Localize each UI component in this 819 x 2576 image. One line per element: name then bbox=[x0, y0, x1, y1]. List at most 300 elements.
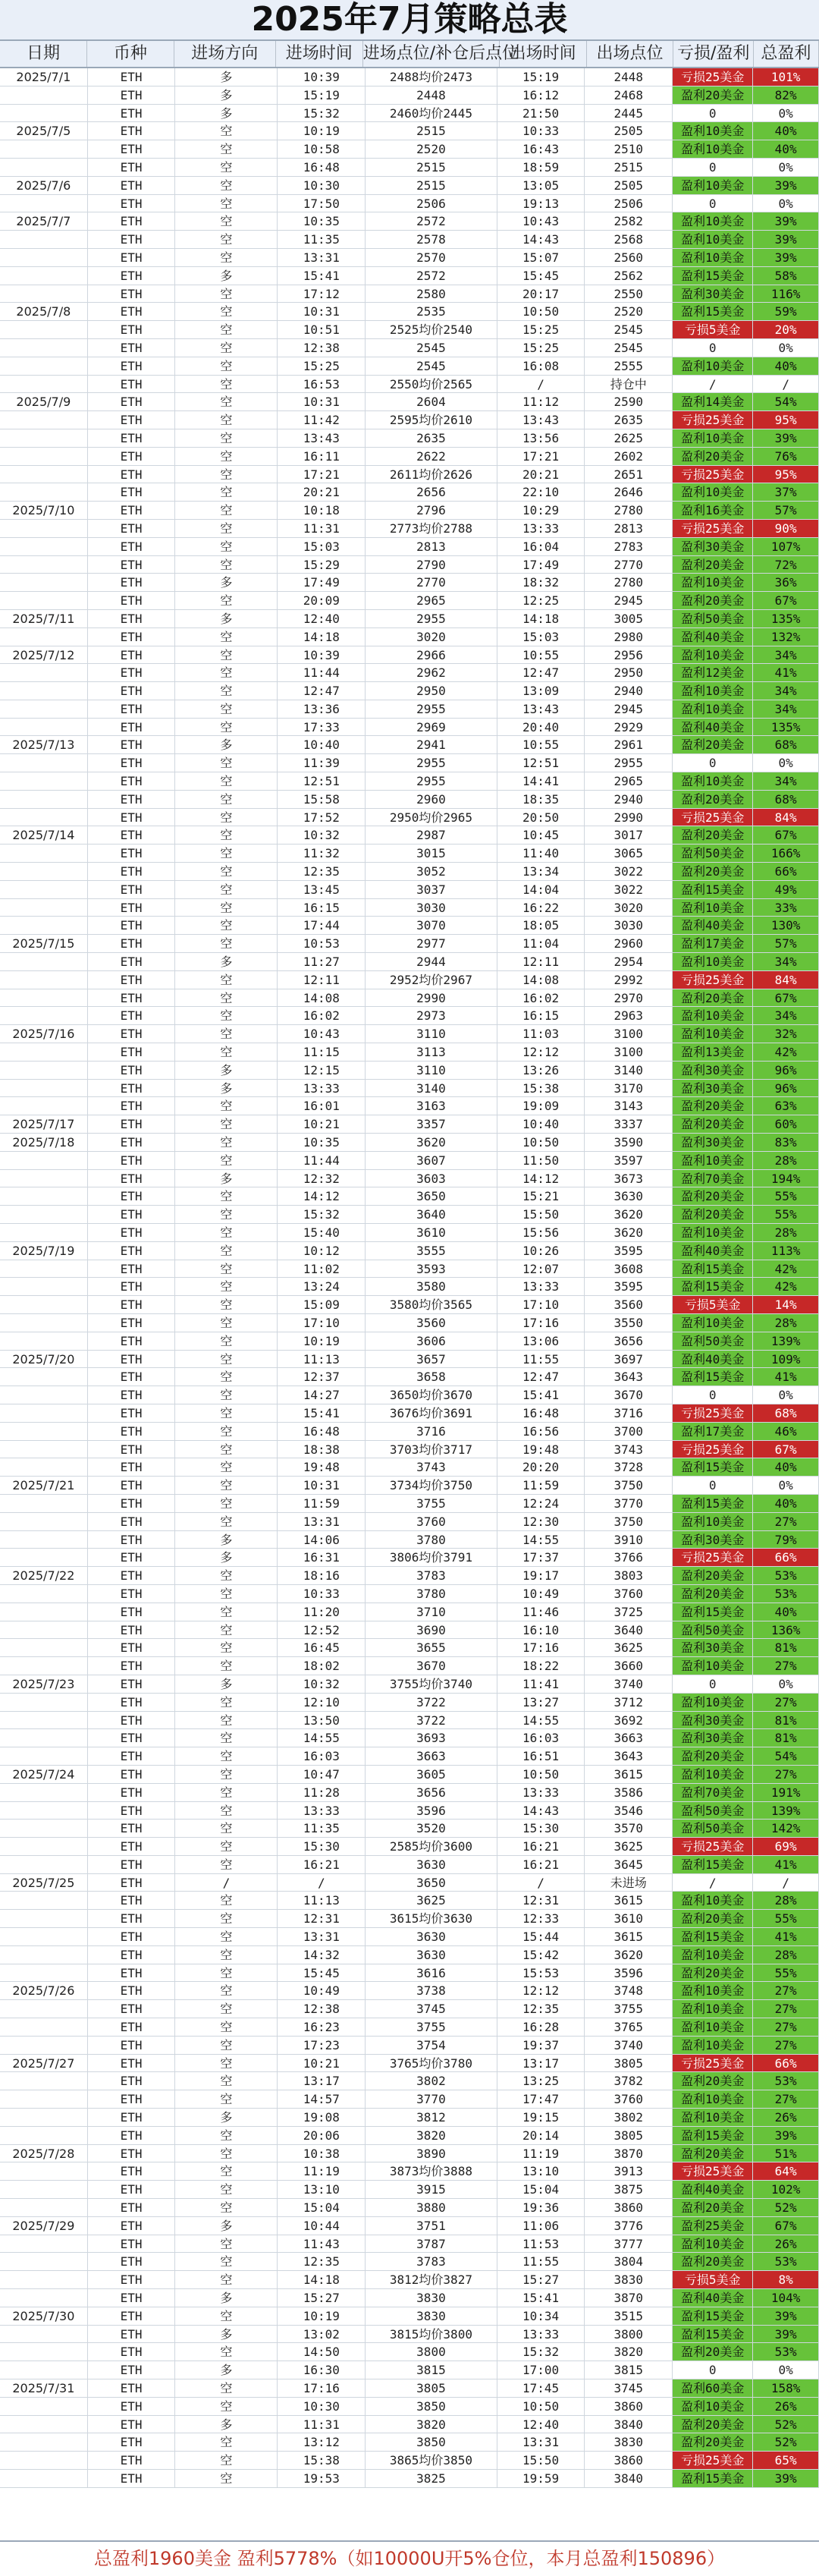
entry-price-cell: 3693 bbox=[366, 1729, 497, 1747]
pnl-cell: 盈利40美金 bbox=[673, 917, 753, 934]
entry-price-cell: 3037 bbox=[366, 881, 497, 898]
entry-price-cell: 3113 bbox=[366, 1043, 497, 1061]
exit-time-cell: 12:11 bbox=[497, 953, 585, 970]
symbol-cell: ETH bbox=[88, 1639, 176, 1656]
table-row bbox=[0, 1152, 819, 1170]
date-cell bbox=[0, 863, 88, 880]
date-cell: 2025/7/8 bbox=[0, 303, 88, 320]
exit-time-cell: 13:05 bbox=[497, 177, 585, 194]
table-row bbox=[0, 1531, 819, 1549]
direction-cell: 多 bbox=[175, 2217, 278, 2235]
return-cell: 34% bbox=[753, 772, 819, 790]
entry-price-cell: 2520 bbox=[366, 140, 497, 158]
direction-cell: 空 bbox=[175, 809, 278, 826]
entry-price-cell: 3806均价3791 bbox=[366, 1549, 497, 1566]
symbol-cell: ETH bbox=[88, 2379, 176, 2397]
exit-price-cell: 2960 bbox=[585, 935, 673, 952]
pnl-cell: 盈利40美金 bbox=[673, 719, 753, 736]
entry-time-cell: 17:12 bbox=[278, 285, 366, 303]
date-cell bbox=[0, 1423, 88, 1440]
table-row bbox=[0, 791, 819, 809]
exit-time-cell: 20:20 bbox=[497, 1458, 585, 1476]
entry-price-cell: 3615均价3630 bbox=[366, 1910, 497, 1927]
table-row bbox=[0, 1838, 819, 1856]
entry-time-cell: 14:06 bbox=[278, 1531, 366, 1549]
symbol-cell: ETH bbox=[88, 664, 176, 681]
direction-cell: 空 bbox=[175, 1802, 278, 1820]
entry-time-cell: 12:10 bbox=[278, 1694, 366, 1711]
entry-time-cell: 10:18 bbox=[278, 502, 366, 519]
pnl-cell: 盈利20美金 bbox=[673, 1585, 753, 1603]
symbol-cell: ETH bbox=[88, 1657, 176, 1675]
exit-time-cell: 15:25 bbox=[497, 339, 585, 357]
return-cell: / bbox=[753, 376, 819, 393]
exit-price-cell: 3586 bbox=[585, 1784, 673, 1801]
entry-time-cell: 10:12 bbox=[278, 1242, 366, 1260]
date-cell: 2025/7/17 bbox=[0, 1115, 88, 1133]
exit-price-cell: 3595 bbox=[585, 1278, 673, 1295]
entry-price-cell: 3020 bbox=[366, 628, 497, 646]
table-row bbox=[0, 2433, 819, 2452]
table-row bbox=[0, 429, 819, 448]
exit-time-cell: 16:48 bbox=[497, 1404, 585, 1422]
pnl-cell: 盈利20美金 bbox=[673, 2416, 753, 2433]
entry-time-cell: 11:28 bbox=[278, 1784, 366, 1801]
symbol-cell: ETH bbox=[88, 285, 176, 303]
entry-price-cell: 3603 bbox=[366, 1170, 497, 1187]
symbol-cell: ETH bbox=[88, 953, 176, 970]
entry-time-cell: 10:32 bbox=[278, 1675, 366, 1693]
direction-cell: 多 bbox=[175, 736, 278, 753]
exit-price-cell: 3910 bbox=[585, 1531, 673, 1549]
exit-time-cell: 14:55 bbox=[497, 1531, 585, 1549]
entry-time-cell: 10:19 bbox=[278, 1332, 366, 1350]
exit-time-cell: 17:10 bbox=[497, 1296, 585, 1313]
direction-cell: 空 bbox=[175, 429, 278, 447]
entry-time-cell: 16:30 bbox=[278, 2361, 366, 2379]
pnl-cell: 盈利15美金 bbox=[673, 2307, 753, 2325]
table-row bbox=[0, 574, 819, 592]
pnl-cell: 盈利20美金 bbox=[673, 826, 753, 844]
exit-time-cell: 16:08 bbox=[497, 357, 585, 375]
direction-cell: 空 bbox=[175, 1694, 278, 1711]
entry-price-cell: 3765均价3780 bbox=[366, 2055, 497, 2072]
entry-price-cell: 3755 bbox=[366, 1495, 497, 1512]
exit-time-cell: 17:49 bbox=[497, 556, 585, 574]
symbol-cell: ETH bbox=[88, 1404, 176, 1422]
symbol-cell: ETH bbox=[88, 1820, 176, 1837]
date-cell bbox=[0, 754, 88, 772]
symbol-cell: ETH bbox=[88, 212, 176, 230]
entry-time-cell: 12:38 bbox=[278, 339, 366, 357]
entry-price-cell: 3605 bbox=[366, 1766, 497, 1783]
table-row bbox=[0, 2072, 819, 2090]
date-cell bbox=[0, 1332, 88, 1350]
exit-price-cell: 3643 bbox=[585, 1747, 673, 1765]
entry-time-cell: 15:09 bbox=[278, 1296, 366, 1313]
pnl-cell: 盈利15美金 bbox=[673, 1603, 753, 1621]
direction-cell: 空 bbox=[175, 1351, 278, 1368]
exit-price-cell: 3804 bbox=[585, 2253, 673, 2270]
exit-price-cell: 3860 bbox=[585, 2452, 673, 2469]
entry-time-cell: 20:06 bbox=[278, 2127, 366, 2144]
direction-cell: 空 bbox=[175, 628, 278, 646]
date-cell bbox=[0, 448, 88, 465]
entry-time-cell: 16:21 bbox=[278, 1856, 366, 1873]
symbol-cell: ETH bbox=[88, 556, 176, 574]
exit-price-cell: 2646 bbox=[585, 483, 673, 501]
entry-time-cell: 17:10 bbox=[278, 1314, 366, 1332]
pnl-cell: 0 bbox=[673, 2361, 753, 2379]
entry-price-cell: 2656 bbox=[366, 483, 497, 501]
symbol-cell: ETH bbox=[88, 899, 176, 917]
pnl-cell: 盈利10美金 bbox=[673, 700, 753, 718]
return-cell: 41% bbox=[753, 664, 819, 681]
symbol-cell: ETH bbox=[88, 2398, 176, 2415]
symbol-cell: ETH bbox=[88, 1115, 176, 1133]
entry-price-cell: 3800 bbox=[366, 2343, 497, 2361]
symbol-cell: ETH bbox=[88, 1729, 176, 1747]
direction-cell: 空 bbox=[175, 682, 278, 700]
exit-time-cell: 13:43 bbox=[497, 411, 585, 429]
exit-time-cell: 11:50 bbox=[497, 1152, 585, 1169]
exit-price-cell: 2945 bbox=[585, 700, 673, 718]
pnl-cell: 盈利20美金 bbox=[673, 736, 753, 753]
direction-cell: 空 bbox=[175, 2162, 278, 2180]
symbol-cell: ETH bbox=[88, 1567, 176, 1584]
date-cell: 2025/7/19 bbox=[0, 1242, 88, 1260]
table-row bbox=[0, 1404, 819, 1423]
exit-price-cell: 未进场 bbox=[585, 1874, 673, 1892]
pnl-cell: 盈利50美金 bbox=[673, 610, 753, 627]
exit-time-cell: 16:21 bbox=[497, 1838, 585, 1855]
exit-price-cell: 3030 bbox=[585, 917, 673, 934]
date-cell bbox=[0, 772, 88, 790]
exit-time-cell: 19:13 bbox=[497, 195, 585, 212]
exit-time-cell: 11:55 bbox=[497, 2253, 585, 2270]
entry-price-cell: 2545 bbox=[366, 339, 497, 357]
exit-time-cell: 11:53 bbox=[497, 2235, 585, 2253]
entry-time-cell: 11:13 bbox=[278, 1892, 366, 1909]
entry-price-cell: 2955 bbox=[366, 772, 497, 790]
exit-time-cell: 12:31 bbox=[497, 1892, 585, 1909]
trade-table bbox=[0, 68, 819, 2488]
entry-time-cell: 13:10 bbox=[278, 2181, 366, 2198]
exit-price-cell: 3760 bbox=[585, 1585, 673, 1603]
exit-price-cell: 2945 bbox=[585, 592, 673, 609]
exit-price-cell: 3620 bbox=[585, 1206, 673, 1223]
direction-cell: 空 bbox=[175, 1296, 278, 1313]
table-row bbox=[0, 2307, 819, 2326]
table-row bbox=[0, 2289, 819, 2307]
pnl-cell: 盈利10美金 bbox=[673, 1766, 753, 1783]
direction-cell: 空 bbox=[175, 140, 278, 158]
pnl-cell: 盈利10美金 bbox=[673, 2398, 753, 2415]
table-row bbox=[0, 1585, 819, 1603]
exit-price-cell: 3745 bbox=[585, 2379, 673, 2397]
entry-time-cell: 14:32 bbox=[278, 1946, 366, 1964]
entry-price-cell: 3722 bbox=[366, 1712, 497, 1729]
exit-time-cell: 15:56 bbox=[497, 1224, 585, 1241]
exit-price-cell: 3615 bbox=[585, 1892, 673, 1909]
date-cell bbox=[0, 1639, 88, 1656]
exit-price-cell: 3860 bbox=[585, 2199, 673, 2216]
exit-time-cell: 13:33 bbox=[497, 520, 585, 537]
symbol-cell: ETH bbox=[88, 1368, 176, 1386]
date-cell bbox=[0, 1513, 88, 1530]
table-row bbox=[0, 2235, 819, 2254]
direction-cell: 空 bbox=[175, 1712, 278, 1729]
entry-price-cell: 2973 bbox=[366, 1007, 497, 1024]
date-cell bbox=[0, 809, 88, 826]
date-cell bbox=[0, 1657, 88, 1675]
symbol-cell: ETH bbox=[88, 2470, 176, 2487]
date-cell bbox=[0, 700, 88, 718]
symbol-cell: ETH bbox=[88, 1549, 176, 1566]
entry-time-cell: 11:02 bbox=[278, 1260, 366, 1278]
entry-price-cell: 3690 bbox=[366, 1621, 497, 1639]
entry-price-cell: 2950 bbox=[366, 682, 497, 700]
return-cell: 101% bbox=[753, 68, 819, 86]
direction-cell: 空 bbox=[175, 646, 278, 664]
symbol-cell: ETH bbox=[88, 719, 176, 736]
return-cell: 57% bbox=[753, 502, 819, 519]
direction-cell: 空 bbox=[175, 195, 278, 212]
exit-time-cell: 16:51 bbox=[497, 1747, 585, 1765]
date-cell bbox=[0, 2289, 88, 2307]
exit-time-cell: 10:43 bbox=[497, 212, 585, 230]
pnl-cell: 亏损25美金 bbox=[673, 1441, 753, 1458]
exit-time-cell: 13:33 bbox=[497, 2326, 585, 2343]
pnl-cell: 盈利50美金 bbox=[673, 845, 753, 862]
return-cell: 34% bbox=[753, 646, 819, 664]
date-cell bbox=[0, 2072, 88, 2090]
pnl-cell: 亏损25美金 bbox=[673, 466, 753, 483]
pnl-cell: 盈利30美金 bbox=[673, 1062, 753, 1079]
date-cell bbox=[0, 989, 88, 1007]
entry-price-cell: 2944 bbox=[366, 953, 497, 970]
return-cell: 55% bbox=[753, 1910, 819, 1927]
return-cell: 81% bbox=[753, 1729, 819, 1747]
symbol-cell: ETH bbox=[88, 1712, 176, 1729]
return-cell: 96% bbox=[753, 1062, 819, 1079]
exit-price-cell: 3740 bbox=[585, 1675, 673, 1693]
entry-time-cell: 13:43 bbox=[278, 429, 366, 447]
exit-time-cell: 13:56 bbox=[497, 429, 585, 447]
return-cell: 55% bbox=[753, 1187, 819, 1205]
symbol-cell: ETH bbox=[88, 86, 176, 104]
return-cell: 41% bbox=[753, 1856, 819, 1873]
entry-time-cell: 11:43 bbox=[278, 2235, 366, 2253]
table-row bbox=[0, 719, 819, 737]
entry-time-cell: 14:08 bbox=[278, 989, 366, 1007]
pnl-cell: 盈利20美金 bbox=[673, 989, 753, 1007]
date-cell bbox=[0, 1404, 88, 1422]
date-cell bbox=[0, 2090, 88, 2108]
exit-time-cell: 14:08 bbox=[497, 971, 585, 989]
exit-time-cell: 12:30 bbox=[497, 1513, 585, 1530]
pnl-cell: 盈利10美金 bbox=[673, 231, 753, 248]
return-cell: 27% bbox=[753, 1513, 819, 1530]
date-cell bbox=[0, 1080, 88, 1097]
entry-time-cell: 16:31 bbox=[278, 1549, 366, 1566]
pnl-cell: 盈利15美金 bbox=[673, 1368, 753, 1386]
table-row bbox=[0, 1874, 819, 1892]
entry-price-cell: 3783 bbox=[366, 2253, 497, 2270]
direction-cell: 空 bbox=[175, 448, 278, 465]
return-cell: 0% bbox=[753, 195, 819, 212]
symbol-cell: ETH bbox=[88, 339, 176, 357]
pnl-cell: 亏损25美金 bbox=[673, 809, 753, 826]
entry-price-cell: 3825 bbox=[366, 2470, 497, 2487]
symbol-cell: ETH bbox=[88, 881, 176, 898]
entry-price-cell: 3830 bbox=[366, 2289, 497, 2307]
entry-price-cell: 3658 bbox=[366, 1368, 497, 1386]
date-cell bbox=[0, 466, 88, 483]
pnl-cell: 盈利10美金 bbox=[673, 682, 753, 700]
table-row bbox=[0, 646, 819, 665]
table-row bbox=[0, 1549, 819, 1567]
pnl-cell: 盈利15美金 bbox=[673, 1495, 753, 1512]
table-row bbox=[0, 1675, 819, 1694]
return-cell: 63% bbox=[753, 1097, 819, 1115]
entry-price-cell: 2965 bbox=[366, 592, 497, 609]
col-header-exit-price: 出场点位 bbox=[587, 41, 674, 67]
exit-price-cell: 3766 bbox=[585, 1549, 673, 1566]
entry-price-cell: 3850 bbox=[366, 2433, 497, 2451]
return-cell: 136% bbox=[753, 1621, 819, 1639]
direction-cell: 空 bbox=[175, 2253, 278, 2270]
return-cell: 64% bbox=[753, 2162, 819, 2180]
entry-price-cell: 3580 bbox=[366, 1278, 497, 1295]
symbol-cell: ETH bbox=[88, 520, 176, 537]
direction-cell: 空 bbox=[175, 212, 278, 230]
table-row bbox=[0, 1368, 819, 1386]
entry-time-cell: 10:43 bbox=[278, 1025, 366, 1043]
date-cell bbox=[0, 1260, 88, 1278]
symbol-cell: ETH bbox=[88, 1766, 176, 1783]
exit-price-cell: 3913 bbox=[585, 2162, 673, 2180]
symbol-cell: ETH bbox=[88, 863, 176, 880]
direction-cell: 空 bbox=[175, 2379, 278, 2397]
direction-cell: 空 bbox=[175, 1639, 278, 1656]
entry-price-cell: 3865均价3850 bbox=[366, 2452, 497, 2469]
direction-cell: 多 bbox=[175, 1062, 278, 1079]
exit-time-cell: 13:25 bbox=[497, 2072, 585, 2090]
table-row bbox=[0, 177, 819, 195]
pnl-cell: 亏损25美金 bbox=[673, 1404, 753, 1422]
exit-time-cell: 10:34 bbox=[497, 2307, 585, 2325]
return-cell: 83% bbox=[753, 1134, 819, 1151]
direction-cell: 多 bbox=[175, 105, 278, 122]
exit-price-cell: 3830 bbox=[585, 2433, 673, 2451]
return-cell: 59% bbox=[753, 303, 819, 320]
direction-cell: 多 bbox=[175, 2109, 278, 2126]
col-header-entry-price: 进场点位/补仓后点位 bbox=[363, 41, 500, 67]
exit-price-cell: 2506 bbox=[585, 195, 673, 212]
pnl-cell: 盈利10美金 bbox=[673, 249, 753, 266]
table-row bbox=[0, 1856, 819, 1874]
entry-time-cell: 11:27 bbox=[278, 953, 366, 970]
table-row bbox=[0, 2037, 819, 2055]
date-cell bbox=[0, 2452, 88, 2469]
direction-cell: 空 bbox=[175, 863, 278, 880]
entry-price-cell: 2595均价2610 bbox=[366, 411, 497, 429]
table-row bbox=[0, 538, 819, 556]
direction-cell: 空 bbox=[175, 845, 278, 862]
exit-price-cell: 2562 bbox=[585, 267, 673, 285]
return-cell: 39% bbox=[753, 2470, 819, 2487]
entry-time-cell: 12:37 bbox=[278, 1368, 366, 1386]
direction-cell: 空 bbox=[175, 899, 278, 917]
return-cell: 34% bbox=[753, 700, 819, 718]
entry-time-cell: 10:32 bbox=[278, 826, 366, 844]
pnl-cell: 盈利20美金 bbox=[673, 448, 753, 465]
exit-price-cell: 3100 bbox=[585, 1025, 673, 1043]
direction-cell: 空 bbox=[175, 2433, 278, 2451]
exit-price-cell: 2545 bbox=[585, 339, 673, 357]
exit-time-cell: 13:33 bbox=[497, 1278, 585, 1295]
date-cell bbox=[0, 1910, 88, 1927]
pnl-cell: / bbox=[673, 1874, 753, 1892]
return-cell: 81% bbox=[753, 1639, 819, 1656]
return-cell: 57% bbox=[753, 935, 819, 952]
entry-price-cell: 2955 bbox=[366, 700, 497, 718]
pnl-cell: 盈利40美金 bbox=[673, 628, 753, 646]
table-row bbox=[0, 2470, 819, 2488]
entry-price-cell: 3802 bbox=[366, 2072, 497, 2090]
table-row bbox=[0, 339, 819, 357]
exit-price-cell: 3022 bbox=[585, 881, 673, 898]
symbol-cell: ETH bbox=[88, 122, 176, 140]
col-header-pnl: 亏损/盈利 bbox=[673, 41, 753, 67]
symbol-cell: ETH bbox=[88, 989, 176, 1007]
symbol-cell: ETH bbox=[88, 1007, 176, 1024]
exit-price-cell: 2992 bbox=[585, 971, 673, 989]
symbol-cell: ETH bbox=[88, 1513, 176, 1530]
direction-cell: 空 bbox=[175, 376, 278, 393]
exit-price-cell: 2940 bbox=[585, 682, 673, 700]
pnl-cell: 盈利15美金 bbox=[673, 303, 753, 320]
exit-price-cell: 3673 bbox=[585, 1170, 673, 1187]
entry-price-cell: 2460均价2445 bbox=[366, 105, 497, 122]
date-cell bbox=[0, 1820, 88, 1837]
return-cell: 82% bbox=[753, 86, 819, 104]
symbol-cell: ETH bbox=[88, 429, 176, 447]
symbol-cell: ETH bbox=[88, 1874, 176, 1892]
symbol-cell: ETH bbox=[88, 1838, 176, 1855]
date-cell: 2025/7/6 bbox=[0, 177, 88, 194]
pnl-cell: 盈利10美金 bbox=[673, 1694, 753, 1711]
date-cell: 2025/7/15 bbox=[0, 935, 88, 952]
pnl-cell: 盈利10美金 bbox=[673, 1982, 753, 1999]
pnl-cell: 亏损25美金 bbox=[673, 971, 753, 989]
direction-cell: 空 bbox=[175, 1332, 278, 1350]
pnl-cell: 盈利15美金 bbox=[673, 881, 753, 898]
exit-time-cell: 12:40 bbox=[497, 2416, 585, 2433]
entry-price-cell: 3630 bbox=[366, 1856, 497, 1873]
direction-cell: 多 bbox=[175, 1170, 278, 1187]
direction-cell: 空 bbox=[175, 1386, 278, 1404]
entry-time-cell: 10:39 bbox=[278, 68, 366, 86]
entry-price-cell: 3620 bbox=[366, 1134, 497, 1151]
table-row bbox=[0, 1621, 819, 1640]
exit-price-cell: 2940 bbox=[585, 791, 673, 808]
symbol-cell: ETH bbox=[88, 1495, 176, 1512]
entry-price-cell: 3663 bbox=[366, 1747, 497, 1765]
entry-price-cell: 2515 bbox=[366, 122, 497, 140]
exit-time-cell: 17:37 bbox=[497, 1549, 585, 1566]
